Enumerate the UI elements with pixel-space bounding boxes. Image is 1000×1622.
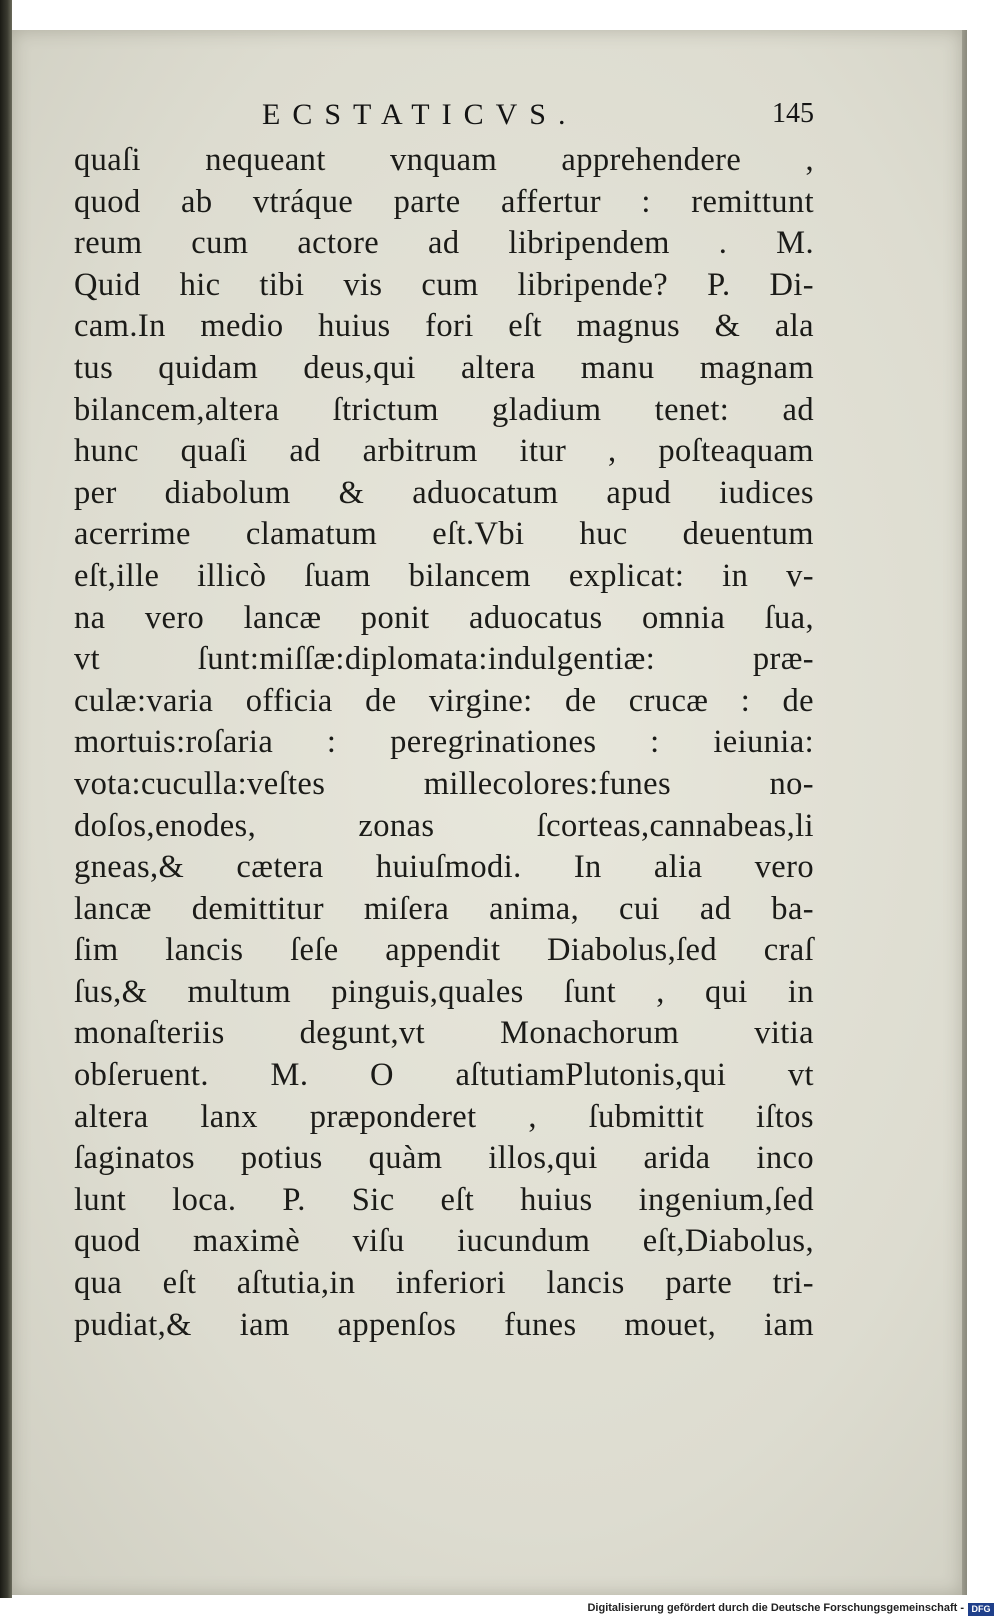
running-head <box>12 98 962 138</box>
text-line: lunt loca. P. Sic eſt huius ingenium,ſed <box>74 1181 814 1218</box>
text-line: gneas,& cætera huiuſmodi. In alia vero <box>74 849 814 886</box>
text-line: cam.In medio huius fori eſt magnus & ala <box>74 308 814 345</box>
text-line: bilancem,altera ſtrictum gladium tenet: ad <box>74 391 814 428</box>
text-line: eſt,ille illicò ſuam bilancem explicat: in v- <box>74 557 814 594</box>
page-number: 145 <box>772 98 814 129</box>
text-line: hunc quaſi ad arbitrum itur , poſteaquam <box>74 433 814 470</box>
text-line: qua eſt aſtutia,in inferiori lancis parte tri- <box>74 1265 814 1302</box>
text-line: ſus,& multum pinguis,quales ſunt , qui in <box>74 973 814 1010</box>
digitization-footer <box>0 1598 1000 1622</box>
book-spine-edge <box>0 0 12 1600</box>
text-line: obſeruent. M. O aſtutiamPlutonis,qui vt <box>74 1057 814 1094</box>
book-page <box>12 30 962 1595</box>
text-line: quod ab vtráque parte affertur : remittunt <box>74 183 814 220</box>
text-line: ſim lancis ſeſe appendit Diabolus,ſed craſ <box>74 932 814 969</box>
text-line: tus quidam deus,qui altera manu magnam <box>74 349 814 386</box>
running-title: ECSTATICVS. <box>262 98 578 131</box>
text-line: vt ſunt:miſſæ:diplomata:indulgentiæ: præ- <box>74 641 814 678</box>
text-line: monaſteriis degunt,vt Monachorum vitia <box>74 1015 814 1052</box>
text-line: reum cum actore ad libripendem . M. <box>74 225 814 262</box>
text-line: altera lanx præponderet , ſubmittit iſtos <box>74 1098 814 1135</box>
text-line: mortuis:roſaria : peregrinationes : ieiunia: <box>74 724 814 761</box>
text-line: per diabolum & aduocatum apud iudices <box>74 474 814 511</box>
dfg-logo: DFG <box>968 1603 994 1616</box>
text-line: culæ:varia officia de virgine: de crucæ : de <box>74 682 814 719</box>
text-line: acerrime clamatum eſt.Vbi huc deuentum <box>74 516 814 553</box>
text-line: doſos,enodes, zonas ſcorteas,cannabeas,li <box>74 807 814 844</box>
text-line: Quid hic tibi vis cum libripende? P. Di- <box>74 266 814 303</box>
text-line: na vero lancæ ponit aduocatus omnia ſua, <box>74 599 814 636</box>
text-line: pudiat,& iam appenſos funes mouet, iam <box>74 1306 814 1343</box>
text-line: ſaginatos potius quàm illos,qui arida inco <box>74 1140 814 1177</box>
text-line: quod maximè viſu iucundum eſt,Diabolus, <box>74 1223 814 1260</box>
body-text <box>74 140 814 1346</box>
text-line: quaſi nequeant vnquam apprehendere , <box>74 142 814 178</box>
text-line: vota:cuculla:veſtes millecolores:funes no- <box>74 765 814 802</box>
funding-credit: Digitalisierung gefördert durch die Deutsche Forschungsgemeinschaft - <box>587 1602 964 1614</box>
text-line: lancæ demittitur miſera anima, cui ad ba- <box>74 890 814 927</box>
